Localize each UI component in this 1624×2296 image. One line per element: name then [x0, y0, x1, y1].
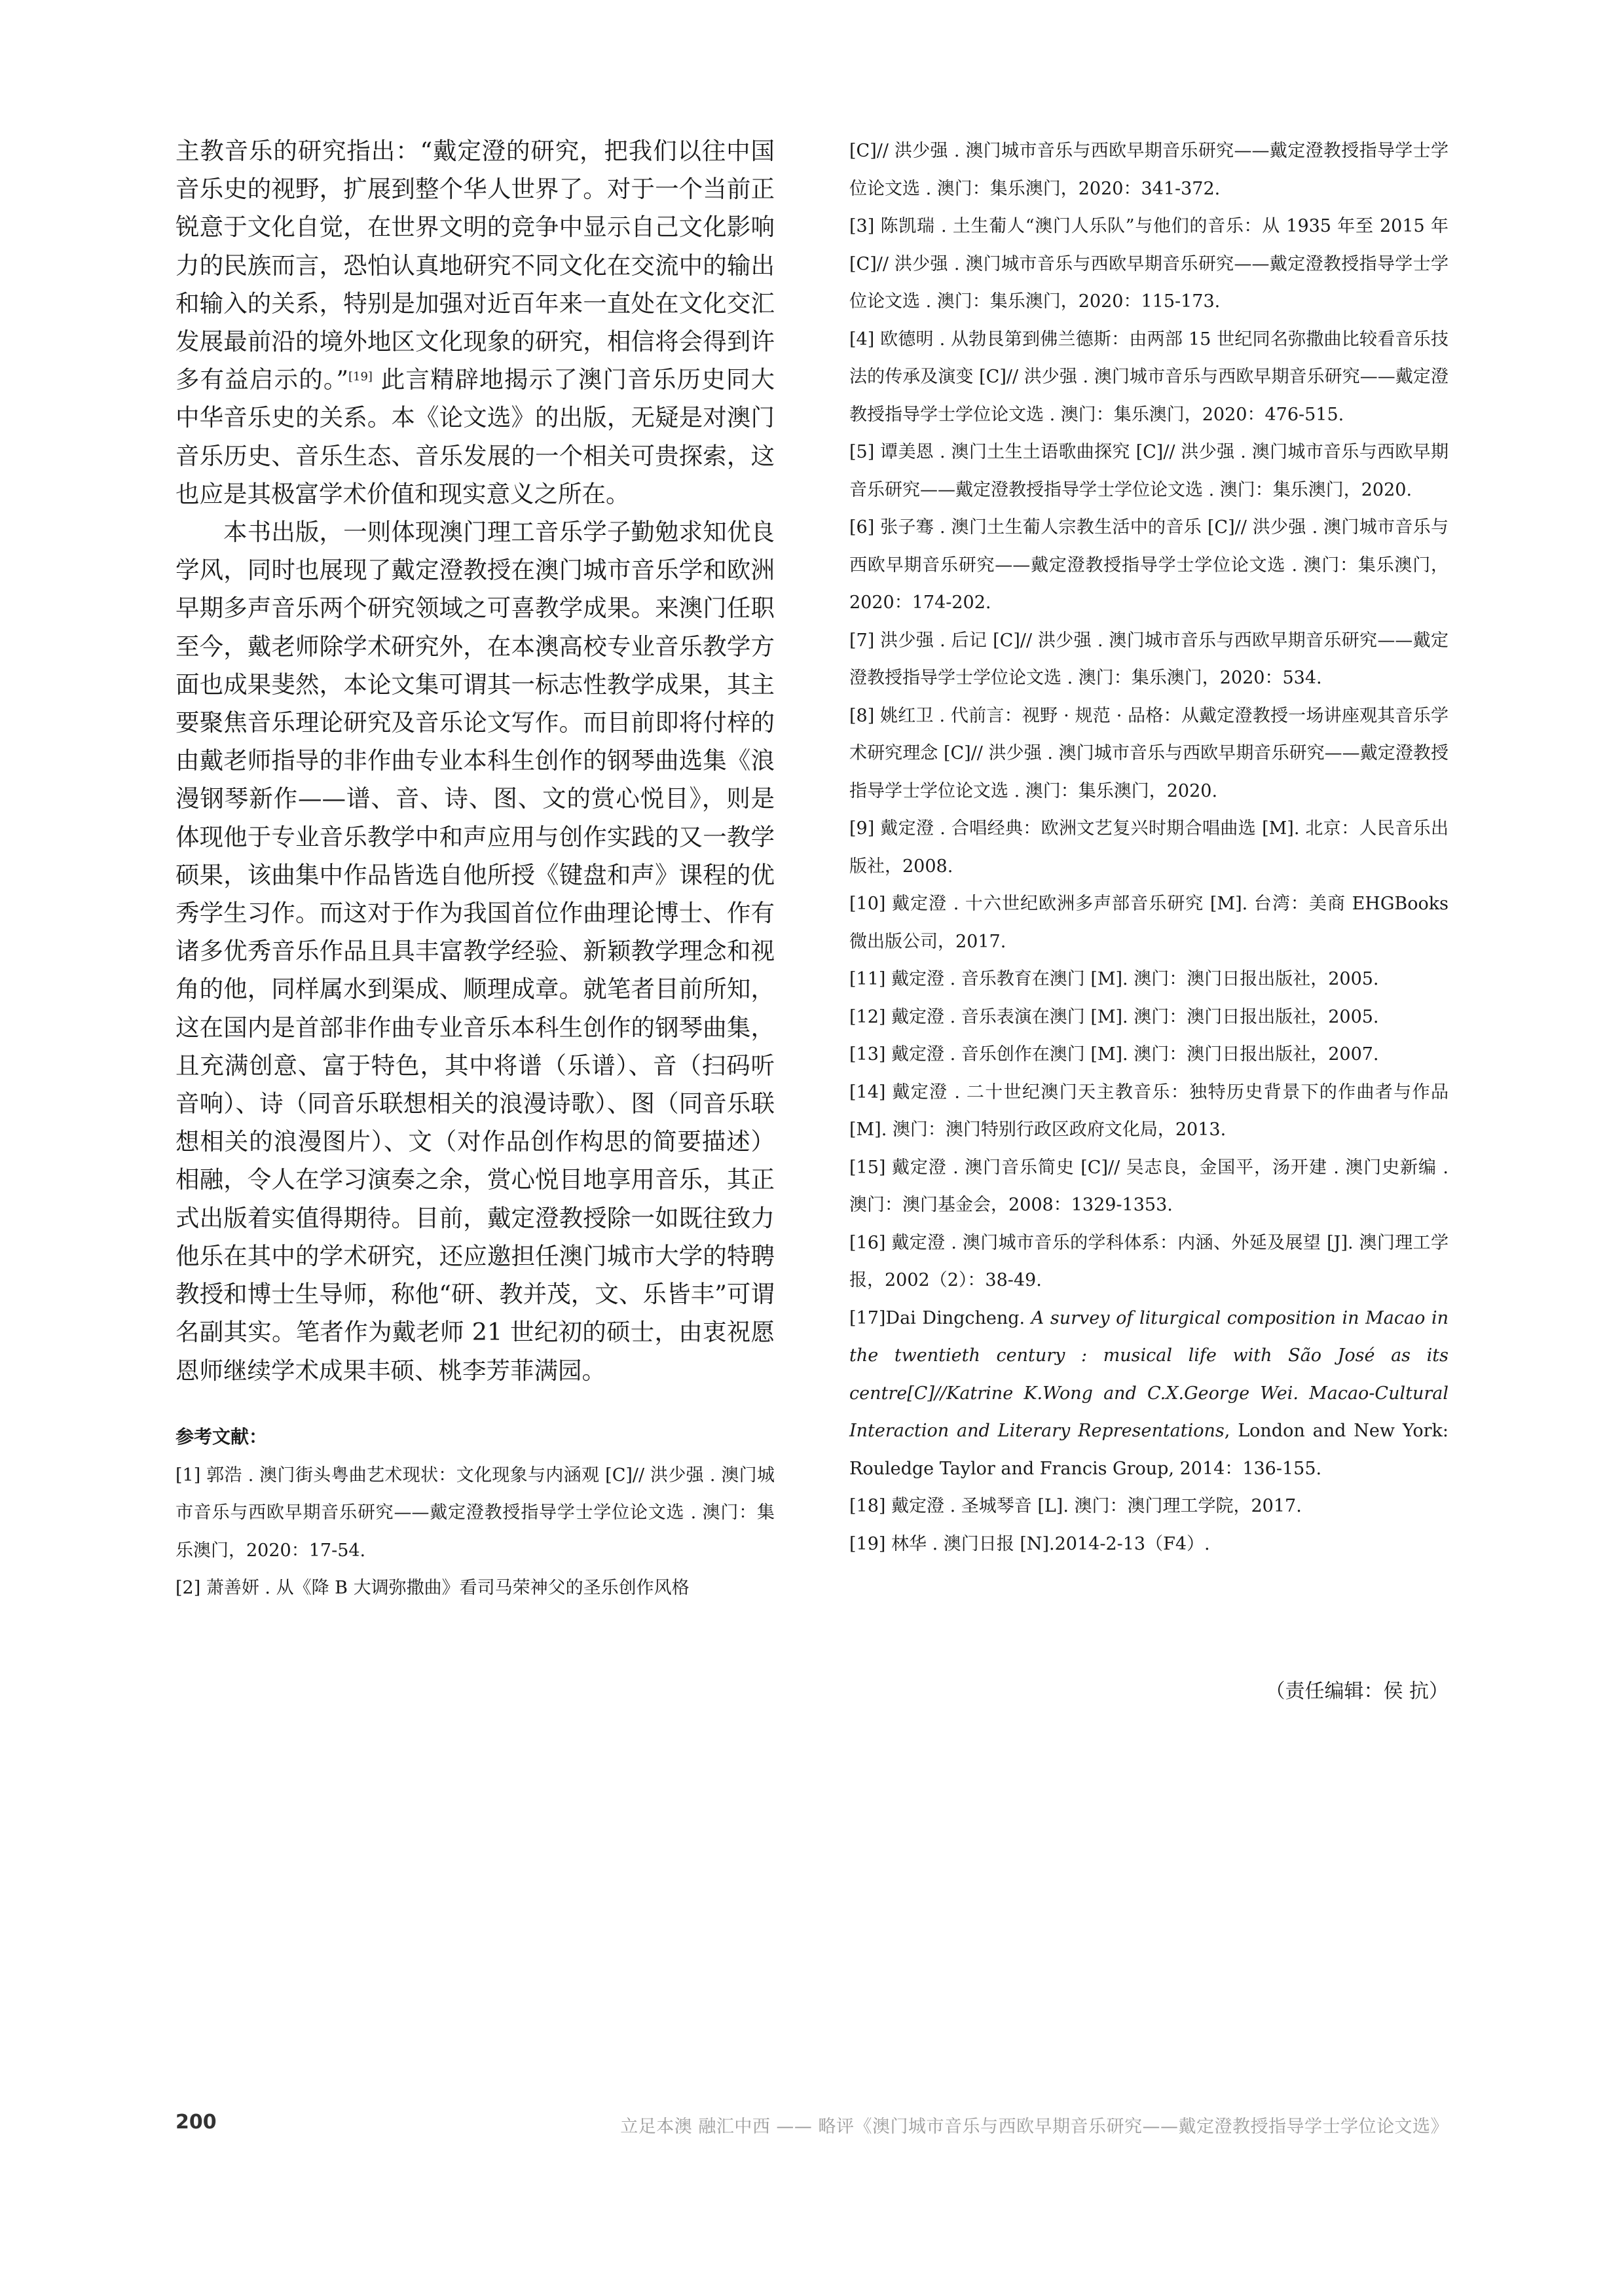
reference-item: [8] 姚红卫 . 代前言：视野 · 规范 · 品格：从戴定澄教授一场讲座观其音乐学术研究理念 [C]// 洪少强 . 澳门城市音乐与西欧早期音乐研究——戴定澄教授指导学士学位论文选 . 澳门：集乐澳门，2020.: [849, 705, 1449, 801]
reference-item: [15] 戴定澄 . 澳门音乐简史 [C]// 吴志良，金国平，汤开建 . 澳门史新编 . 澳门：澳门基金会，2008：1329-1353.: [849, 1157, 1449, 1215]
reference-item: [19] 林华 . 澳门日报 [N].2014-2-13（F4）.: [849, 1533, 1210, 1554]
reference-item: [10] 戴定澄 . 十六世纪欧洲多声部音乐研究 [M]. 台湾：美商 EHGBooks 微出版公司，2017.: [849, 894, 1449, 952]
left-column: [175, 132, 775, 1607]
editor-note: （责任编辑：侯 抗）: [1265, 1680, 1449, 1703]
references-heading: 参考文献：: [175, 1425, 268, 1448]
paragraph-1-text: 主教音乐的研究指出：“戴定澄的研究，把我们以往中国音乐史的视野，扩展到整个华人世界了。对于一个当前正锐意于文化自觉，在世界文明的竞争中显示自己文化影响力的民族而言，恐怕认真地研究不同文化在交流中的输出和输入的关系，特别是加强对近百年来一直处在文化交汇发展最前沿的境外地区文化现象的研究，相信将会得到许多有益启示的。”: [175, 137, 775, 394]
reference-prefix: [17]Dai Dingcheng.: [849, 1307, 1031, 1328]
reference-item: [1] 郭浩 . 澳门街头粤曲艺术现状：文化现象与内涵观 [C]// 洪少强 . 澳门城市音乐与西欧早期音乐研究——戴定澄教授指导学士学位论文选 . 澳门：集乐澳门，2020：17-54.: [175, 1465, 775, 1561]
reference-item: [C]// 洪少强 . 澳门城市音乐与西欧早期音乐研究——戴定澄教授指导学士学位论文选 . 澳门：集乐澳门，2020：341-372.: [849, 141, 1449, 199]
reference-suffix: , London and New York: Rouledge Taylor and Francis Group, 2014：136-155.: [849, 1421, 1449, 1479]
reference-item: [13] 戴定澄 . 音乐创作在澳门 [M]. 澳门：澳门日报出版社，2007.: [849, 1044, 1379, 1065]
reference-item-english: [849, 1300, 1449, 1488]
page-number: 200: [175, 2111, 217, 2134]
body-paragraph-1: [175, 132, 775, 513]
references-list-right: [849, 132, 1449, 1563]
reference-item: [7] 洪少强 . 后记 [C]// 洪少强 . 澳门城市音乐与西欧早期音乐研究——戴定澄教授指导学士学位论文选 . 澳门：集乐澳门，2020：534.: [849, 630, 1449, 688]
reference-item: [18] 戴定澄 . 圣城琴音 [L]. 澳门：澳门理工学院，2017.: [849, 1496, 1302, 1516]
reference-item: [9] 戴定澄 . 合唱经典：欧洲文艺复兴时期合唱曲选 [M]. 北京：人民音乐出版社，2008.: [849, 818, 1449, 877]
citation-superscript: [19]: [348, 370, 373, 384]
reference-item: [12] 戴定澄 . 音乐表演在澳门 [M]. 澳门：澳门日报出版社，2005.: [849, 1006, 1379, 1027]
reference-item: [6] 张子骞 . 澳门土生葡人宗教生活中的音乐 [C]// 洪少强 . 澳门城市音乐与西欧早期音乐研究——戴定澄教授指导学士学位论文选 . 澳门：集乐澳门，2020：174-202.: [849, 517, 1449, 613]
references-list-left: [175, 1457, 775, 1607]
reference-item: [3] 陈凯瑞 . 土生葡人“澳门人乐队”与他们的音乐：从 1935 年至 2015 年 [C]// 洪少强 . 澳门城市音乐与西欧早期音乐研究——戴定澄教授指导学士学位论文选 . 澳门：集乐澳门，2020：115-173.: [849, 216, 1449, 312]
right-column: [849, 132, 1449, 1563]
reference-item: [14] 戴定澄 . 二十世纪澳门天主教音乐：独特历史背景下的作曲者与作品 [M]. 澳门：澳门特别行政区政府文化局，2013.: [849, 1082, 1449, 1140]
reference-item: [4] 欧德明 . 从勃艮第到佛兰德斯：由两部 15 世纪同名弥撒曲比较看音乐技法的传承及演变 [C]// 洪少强 . 澳门城市音乐与西欧早期音乐研究——戴定澄教授指导学士学位论文选 . 澳门：集乐澳门，2020：476-515.: [849, 329, 1449, 425]
reference-item: [11] 戴定澄 . 音乐教育在澳门 [M]. 澳门：澳门日报出版社，2005.: [849, 969, 1379, 989]
body-paragraph-2: 本书出版，一则体现澳门理工音乐学子勤勉求知优良学风，同时也展现了戴定澄教授在澳门城市音乐学和欧洲早期多声音乐两个研究领域之可喜教学成果。来澳门任职至今，戴老师除学术研究外，在本澳高校专业音乐教学方面也成果斐然，本论文集可谓其一标志性教学成果，其主要聚焦音乐理论研究及音乐论文写作。而目前即将付梓的由戴老师指导的非作曲专业本科生创作的钢琴曲选集《浪漫钢琴新作——谱、音、诗、图、文的赏心悦目》，则是体现他于专业音乐教学中和声应用与创作实践的又一教学硕果，该曲集中作品皆选自他所授《键盘和声》课程的优秀学生习作。而这对于作为我国首位作曲理论博士、作有诸多优秀音乐作品且具丰富教学经验、新颖教学理念和视角的他，同样属水到渠成、顺理成章。就笔者目前所知，这在国内是首部非作曲专业音乐本科生创作的钢琴曲集，且充满创意、富于特色，其中将谱（乐谱）、音（扫码听音响）、诗（同音乐联想相关的浪漫诗歌）、图（同音乐联想相关的浪漫图片）、文（对作品创作构思的简要描述）相融，令人在学习演奏之余，赏心悦目地享用音乐，其正式出版着实值得期待。目前，戴定澄教授除一如既往致力他乐在其中的学术研究，还应邀担任澳门城市大学的特聘教授和博士生导师，称他“研、教并茂，文、乐皆丰”可谓名副其实。笔者作为戴老师 21 世纪初的硕士，由衷祝愿恩师继续学术成果丰硕、桃李芳菲满园。: [175, 518, 775, 1385]
reference-item: [5] 谭美恩 . 澳门土生土语歌曲探究 [C]// 洪少强 . 澳门城市音乐与西欧早期音乐研究——戴定澄教授指导学士学位论文选 . 澳门：集乐澳门，2020.: [849, 442, 1449, 500]
reference-item: [2] 萧善妍 . 从《降 B 大调弥撒曲》看司马荣神父的圣乐创作风格: [175, 1578, 690, 1599]
paragraph-1-text-continued: 此言精辟地揭示了澳门音乐历史同大中华音乐史的关系。本《论文选》的出版，无疑是对澳门音乐历史、音乐生态、音乐发展的一个相关可贵探索，这也应是其极富学术价值和现实意义之所在。: [175, 365, 775, 508]
reference-item: [16] 戴定澄 . 澳门城市音乐的学科体系：内涵、外延及展望 [J]. 澳门理工学报，2002（2）：38-49.: [849, 1232, 1449, 1290]
reference-italic-title: A survey of liturgical composition in Macao in the twentieth century : musical life with São José as its centre[C]//Katrine K.Wong and C.X.George Wei. Macao-Cultural Interaction and Literary Representations: [849, 1307, 1449, 1441]
running-title: 立足本澳 融汇中西 —— 略评《澳门城市音乐与西欧早期音乐研究——戴定澄教授指导学士学位论文选》: [620, 2117, 1449, 2137]
